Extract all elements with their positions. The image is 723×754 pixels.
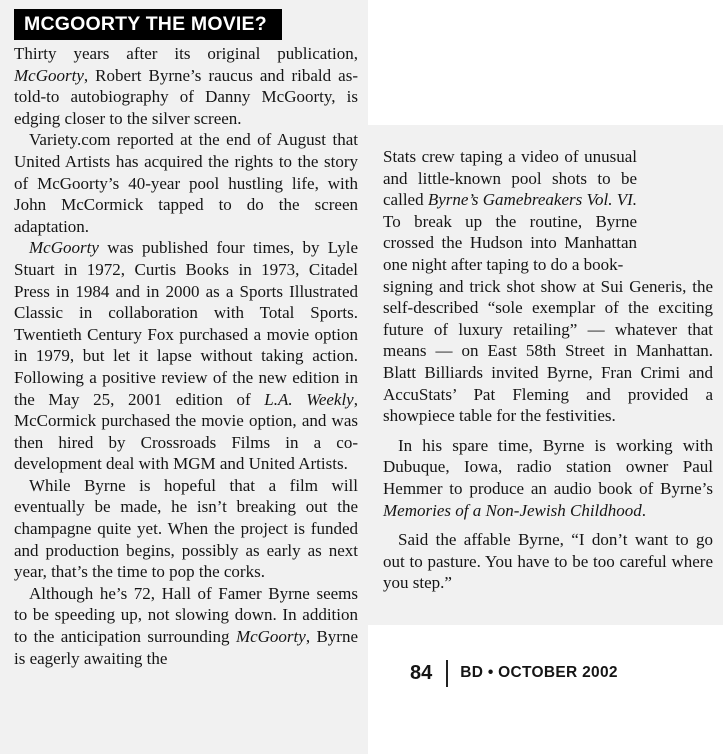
page-footer — [410, 658, 618, 688]
paragraph-quote: Said the affable Byrne, “I don’t want to go out to pasture. You have to be too careful where you step.” — [383, 530, 713, 593]
book-title: McGoorty — [235, 627, 306, 647]
article-column-2 — [383, 146, 713, 594]
publication-title: L.A. Weekly — [264, 389, 354, 409]
paragraph-1: Thirty years after its original publication, McGoorty, Robert Byrne’s raucus and ribald as-told-to autobiography of Danny McGoorty, is edging closer to the silver screen. — [14, 44, 358, 128]
footer-divider — [446, 660, 448, 687]
paragraph-audio-book: In his spare time, Byrne is working with Dubuque, Iowa, radio station owner Paul Hemmer to produce an audio book of Byrne’s Memories of a Non-Jewish Childhood. — [383, 435, 713, 520]
video-title: Byrne’s Gamebreakers Vol. VI. — [427, 190, 637, 210]
book-title: McGoorty — [14, 65, 84, 85]
page-number: 84 — [410, 661, 433, 684]
paragraph-3: McGoorty was published four times, by Lyle Stuart in 1972, Curtis Books in 1973, Citadel Press in 1984 and in 2000 as a Sports Illustrated Classic in collaboration with Total Sports. Twentieth Century Fox purchased a movie option in 1979, but let it lapse without taking action. Following a positive review of the new edition in the May 25, 2001 edition of L.A. Weekly, McCormick purchased the movie option, and was then hired by Crossroads Films in a co-development deal with MGM and United Artists. — [14, 238, 358, 474]
issue-label: BD • OCTOBER 2002 — [460, 664, 618, 681]
article-column-1 — [14, 43, 358, 669]
paragraph-continued-2: signing and trick shot show at Sui Generis, the self-described “sole exemplar of the exciting future of luxury retailing” — whatever that means — on East 58th Street in Manhattan. Blatt Billiards invited Byrne, Fran Crimi and AccuStats’ Pat Fleming and provided a showpiece table for the festivities. — [383, 276, 713, 426]
book-title: Memories of a Non-Jewish Childhood — [383, 500, 642, 520]
article-headline: MCGOORTY THE MOVIE? — [14, 9, 282, 40]
paragraph-4: While Byrne is hopeful that a film will eventually be made, he isn’t breaking out the champagne quite yet. When the project is funded and production begins, possibly as early as next year, that’s the time to pop the corks. — [14, 475, 358, 582]
paragraph-continued: Stats crew taping a video of unusual and little-known pool shots to be called Byrne’s Gamebreakers Vol. VI. To break up the routine, Byrne crossed the Hudson into Manhattan one night after taping to do a book- — [383, 147, 637, 274]
paragraph-5: Although he’s 72, Hall of Famer Byrne seems to be speeding up, not slowing down. In addition to the anticipation surrounding McGoorty, Byrne is eagerly awaiting the — [14, 583, 359, 668]
book-title: McGoorty — [29, 238, 99, 258]
paragraph-2: Variety.com reported at the end of August that United Artists has acquired the rights to the story of McGoorty’s 40-year pool hustling life, with John McCormick tapped to do the screen adaptation. — [14, 130, 358, 236]
